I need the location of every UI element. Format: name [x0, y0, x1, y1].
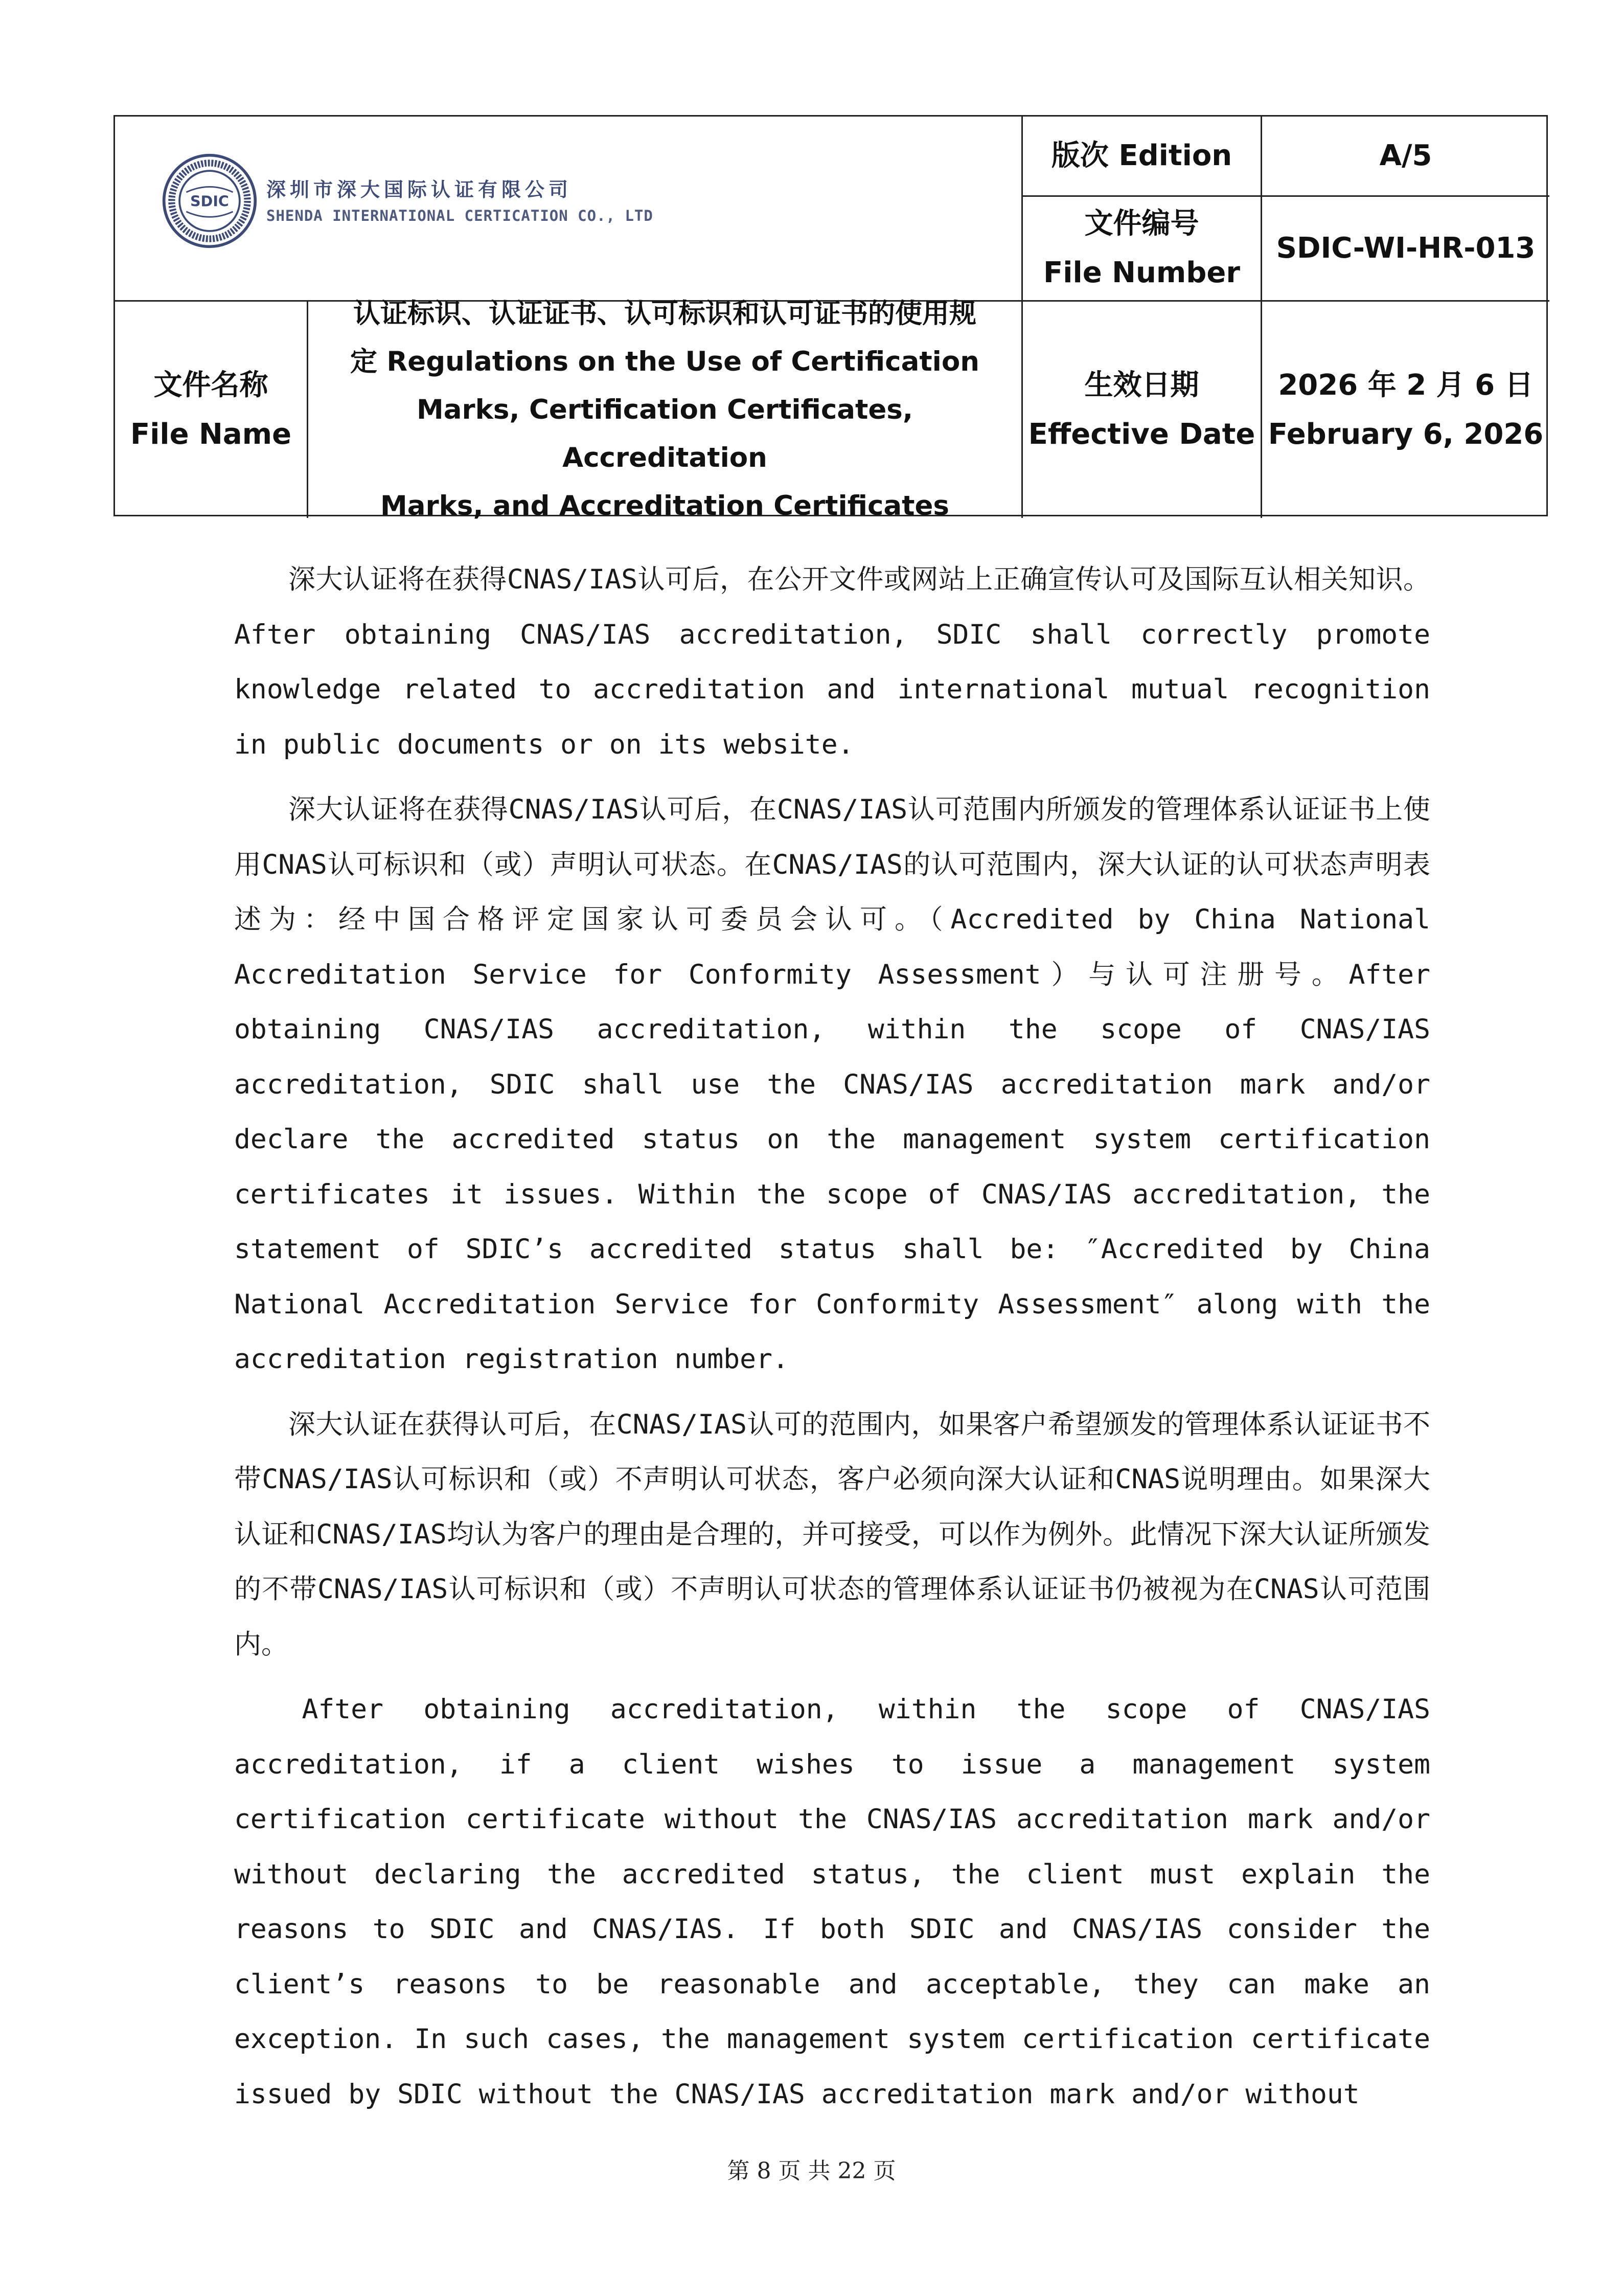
effective-date-label: 生效日期 Effective Date — [1023, 302, 1262, 518]
edition-value: A/5 — [1262, 117, 1549, 197]
effective-date-value: 2026 年 2 月 6 日 February 6, 2026 — [1268, 368, 1544, 451]
document-body — [234, 552, 1430, 2132]
document-title — [308, 298, 1023, 521]
body-paragraph: After obtaining accreditation, within the scope of CNAS/IAS accreditation, if a client wishes to issue a management system certification certificate without the CNAS/IAS accreditation mark and/or without declaring the accredited status, the client must explain the reasons to SDIC and CNAS/IAS. If both SDIC and CNAS/IAS consider the client’s reasons to be reasonable and acceptable, they can make an exception. In such cases, the management system certification certificate issued by SDIC without the CNAS/IAS accreditation mark and/or without — [234, 1694, 1430, 2110]
company-name-cn: 深圳市深大国际认证有限公司 — [266, 178, 573, 201]
company-name-en: SHENDA INTERNATIONAL CERTICATION CO., LTD — [266, 207, 653, 224]
body-paragraph: 深大认证在获得认可后，在CNAS/IAS认可的范围内，如果客户希望颁发的管理体系认证证书不带CNAS/IAS认可标识和（或）不声明认可状态，客户必须向深大认证和CNAS说明理由。如果深大认证和CNAS/IAS均认为客户的理由是合理的，并可接受，可以作为例外。此情况下深大认证所颁发的不带CNAS/IAS认可标识和（或）不声明认可状态的管理体系认证证书仍被视为在CNAS认可范围内。 — [234, 1408, 1430, 1660]
document-title-line: Marks, Certification Certificates, Accreditation — [417, 394, 913, 473]
company-logo-cell — [115, 117, 1023, 302]
company-logo — [161, 152, 653, 249]
body-paragraph: 深大认证将在获得CNAS/IAS认可后，在公开文件或网站上正确宣传认可及国际互认相关知识。After obtaining CNAS/IAS accreditation, SDIC shall correctly promote knowledge related to accreditation and international mutual recognition in public documents or on its website. — [234, 564, 1430, 760]
file-number-label: 文件编号 File Number — [1023, 197, 1262, 302]
page-number: 第 8 页 共 22 页 — [727, 2158, 896, 2184]
file-number-value: SDIC-WI-HR-013 — [1262, 197, 1549, 302]
company-name-block — [266, 175, 653, 227]
document-title-line: 认证标识、认证证书、认可标识和认可证书的使用规 — [353, 298, 976, 329]
document-header-table — [113, 115, 1548, 521]
sdic-seal-icon — [161, 152, 258, 249]
body-paragraph: 深大认证将在获得CNAS/IAS认可后，在CNAS/IAS认可范围内所颁发的管理体系认证证书上使用CNAS认可标识和（或）声明认可状态。在CNAS/IAS的认可范围内，深大认证的认可状态声明表述为：经中国合格评定国家认可委员会认可。（Accredited by China National Accreditation Service for Conformity Assessment）与认可注册号。After obtaining CNAS/IAS accreditation, within the scope of CNAS/IAS accreditation, SDIC shall use the CNAS/IAS accreditation mark and/or declare the accredited status on the management system certification certificates it issues. Within the scope of CNAS/IAS accreditation, the statement of SDIC’s accredited status shall be: ″Accredited by China National Accreditation Service for Conformity Assessment″ along with the accreditation registration number. — [234, 794, 1430, 1375]
svg-text:SDIC: SDIC — [190, 193, 229, 210]
edition-label: 版次 Edition — [1023, 117, 1262, 197]
document-title-line: 定 Regulations on the Use of Certification — [350, 346, 979, 377]
document-title-line: Marks, and Accreditation Certificates — [380, 490, 949, 521]
file-name-label: 文件名称 File Name — [115, 302, 308, 518]
